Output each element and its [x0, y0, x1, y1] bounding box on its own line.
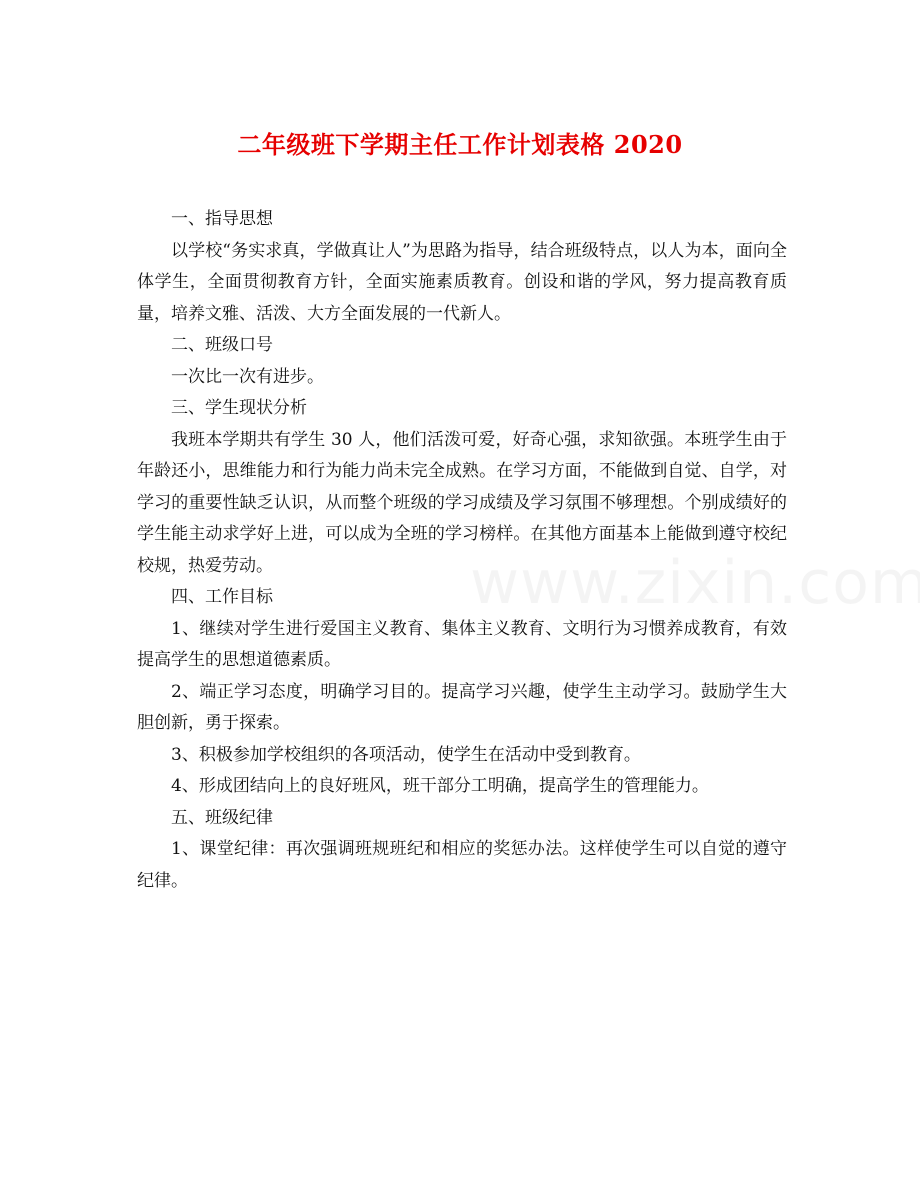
- paragraph-goal-3: 3、积极参加学校组织的各项活动，使学生在活动中受到教育。: [171, 744, 641, 765]
- section-heading-student-analysis: 三、学生现状分析: [171, 398, 307, 418]
- document-body: [137, 204, 787, 897]
- section-heading-class-slogan: 二、班级口号: [171, 335, 273, 355]
- paragraph-discipline-1: 1、课堂纪律：再次强调班规班纪和相应的奖惩办法。这样使学生可以自觉的遵守纪律。: [137, 839, 787, 891]
- paragraph-goal-1: 1、继续对学生进行爱国主义教育、集体主义教育、文明行为习惯养成教育，有效提高学生的思想道德素质。: [137, 618, 787, 670]
- section-heading-work-goals: 四、工作目标: [171, 587, 273, 607]
- paragraph-goal-4: 4、形成团结向上的良好班风，班干部分工明确，提高学生的管理能力。: [171, 776, 709, 796]
- paragraph-class-slogan: 一次比一次有进步。: [171, 366, 324, 387]
- paragraph-guiding-ideology: 以学校“务实求真，学做真让人”为思路为指导，结合班级特点，以人为本，面向全体学生，全面贯彻教育方针，全面实施素质教育。创设和谐的学风，努力提高教育质量，培养文雅、活泼、大方全面发展的一代新人。: [137, 240, 787, 324]
- paragraph-student-analysis: 我班本学期共有学生 30 人，他们活泼可爱，好奇心强，求知欲强。本班学生由于年龄还小，思维能力和行为能力尚未完全成熟。在学习方面，不能做到自觉、自学，对学习的重要性缺乏认识，从而整个班级的学习成绩及学习氛围不够理想。个别成绩好的学生能主动求学好上进，可以成为全班的学习榜样。在其他方面基本上能做到遵守校纪校规，热爱劳动。: [137, 429, 787, 576]
- section-heading-class-discipline: 五、班级纪律: [171, 807, 273, 828]
- section-heading-guiding-ideology: 一、指导思想: [171, 209, 273, 229]
- document-title: 二年级班下学期主任工作计划表格 2020: [237, 130, 683, 159]
- paragraph-goal-2: 2、端正学习态度，明确学习目的。提高学习兴趣，使学生主动学习。鼓励学生大胆创新，勇于探索。: [137, 681, 787, 733]
